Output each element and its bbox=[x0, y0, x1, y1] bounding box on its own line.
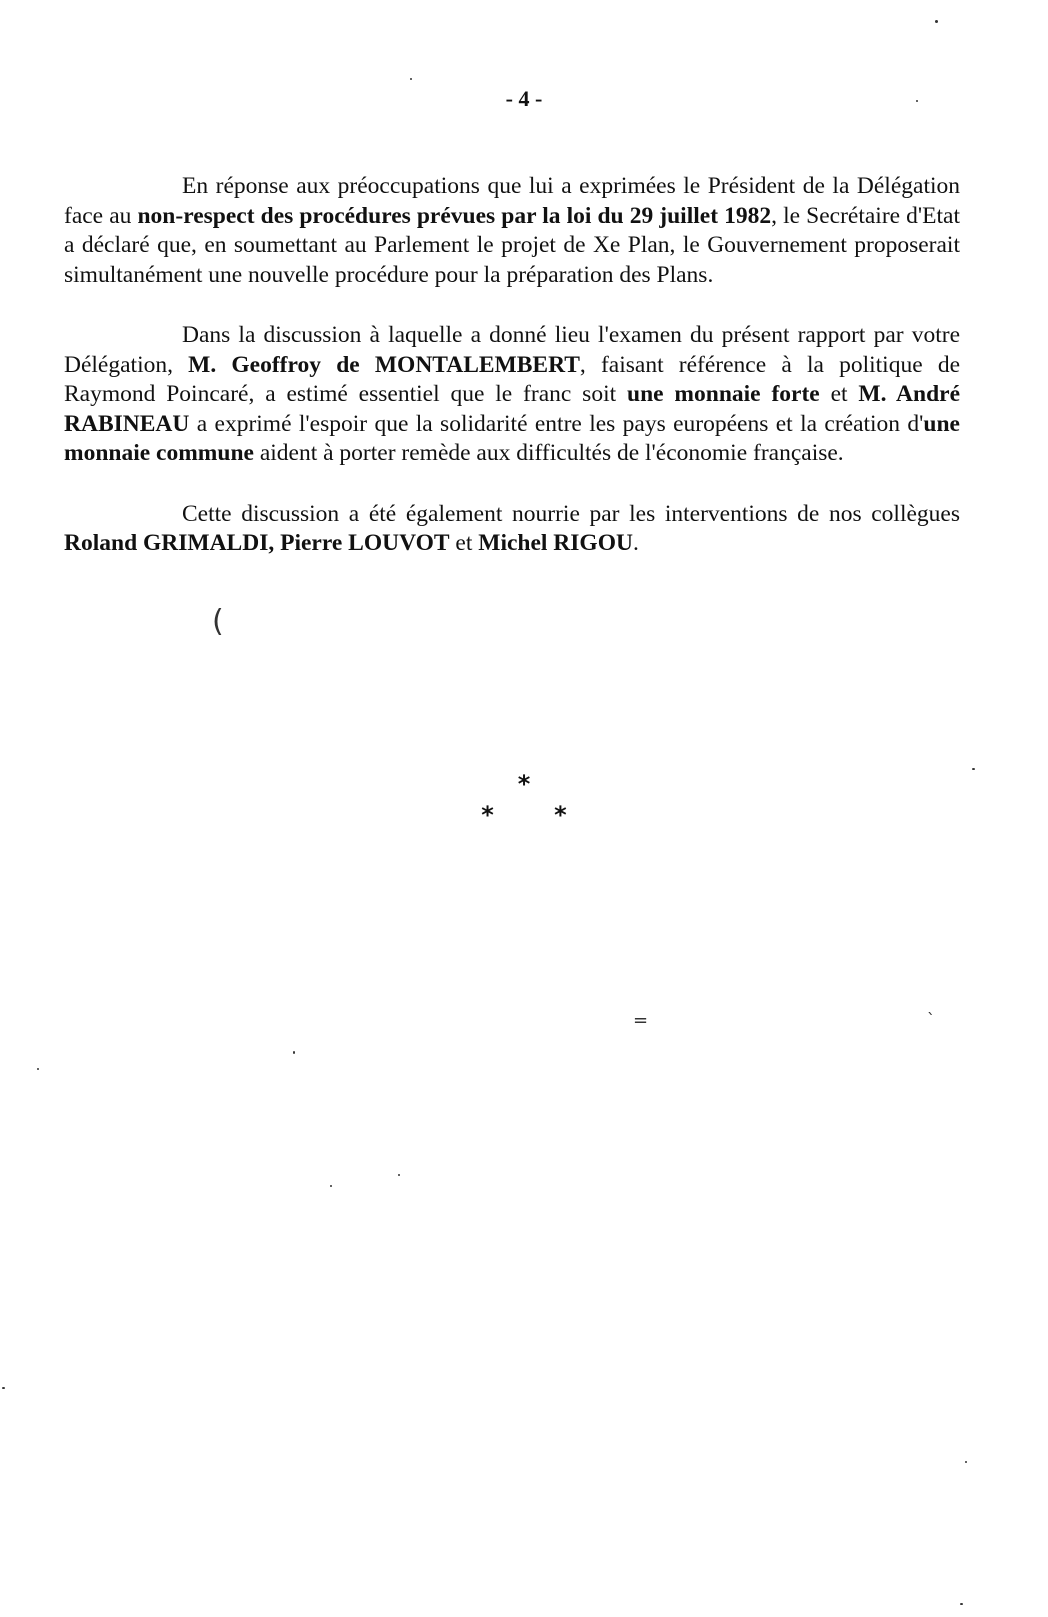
scan-speck bbox=[293, 1051, 295, 1054]
scan-speck bbox=[935, 20, 938, 23]
text-segment: , faisant référence à la politique de Raymond Poincaré, a estimé essentiel que le franc soit bbox=[64, 351, 960, 407]
bold-text-segment: Roland GRIMALDI, Pierre LOUVOT bbox=[64, 530, 450, 556]
separator-star-top: * bbox=[517, 770, 531, 798]
separator-star-right: * bbox=[554, 801, 567, 829]
bold-text-segment: une monnaie forte bbox=[627, 381, 820, 407]
text-segment: a exprimé l'espoir que la solidarité entre les pays européens et la création d' bbox=[189, 410, 924, 437]
scan-mark: ` bbox=[927, 1010, 935, 1029]
text-segment: et bbox=[449, 530, 479, 556]
scan-mark: ( bbox=[212, 604, 224, 639]
scan-speck bbox=[916, 100, 918, 102]
text-segment: Cette discussion a été également nourrie par les interventions de nos collègues bbox=[182, 500, 960, 527]
separator-stars-bottom bbox=[0, 801, 1048, 829]
scan-speck bbox=[2, 1387, 5, 1389]
text-segment: Dans la discussion à laquelle a donné lieu l'examen du présent rapport par votre Délégation, bbox=[64, 322, 960, 378]
text-segment: En réponse aux préoccupations que lui a exprimées le Président de la Délégation face au bbox=[64, 173, 960, 229]
bold-text-segment: Michel RIGOU bbox=[478, 530, 633, 556]
body-text bbox=[64, 172, 960, 590]
bold-text-segment: non-respect des procédures prévues par la loi du 29 juillet 1982 bbox=[137, 202, 772, 229]
scan-speck bbox=[960, 1603, 963, 1605]
page-number: - 4 - bbox=[505, 86, 543, 111]
paragraph-plan-procedure bbox=[64, 172, 960, 290]
scan-speck bbox=[330, 1185, 332, 1187]
bold-text-segment: une monnaie commune bbox=[64, 410, 960, 466]
scan-speck bbox=[965, 1461, 967, 1463]
scan-speck bbox=[398, 1174, 400, 1176]
text-segment: . bbox=[632, 530, 639, 556]
scan-mark: = bbox=[633, 1010, 649, 1031]
paragraph-interventions bbox=[64, 500, 960, 559]
scan-speck bbox=[37, 1068, 39, 1070]
bold-text-segment: M. Geoffroy de MONTALEMBERT bbox=[188, 351, 580, 378]
text-segment: , le Secrétaire d'Etat a déclaré que, en soumettant au Parlement le projet de Xe Plan, le Gouvernement proposerait simultanément une nouvelle procédure pour la préparation des Plans. bbox=[64, 202, 960, 288]
text-segment: aident à porter remède aux difficultés de l'économie française. bbox=[253, 440, 844, 466]
separator-star-left: * bbox=[481, 801, 494, 829]
scan-speck bbox=[410, 78, 412, 80]
text-segment: et bbox=[819, 381, 859, 407]
scan-speck bbox=[972, 768, 975, 770]
paragraph-discussion bbox=[64, 321, 960, 469]
bold-text-segment: M. André RABINEAU bbox=[64, 381, 961, 437]
